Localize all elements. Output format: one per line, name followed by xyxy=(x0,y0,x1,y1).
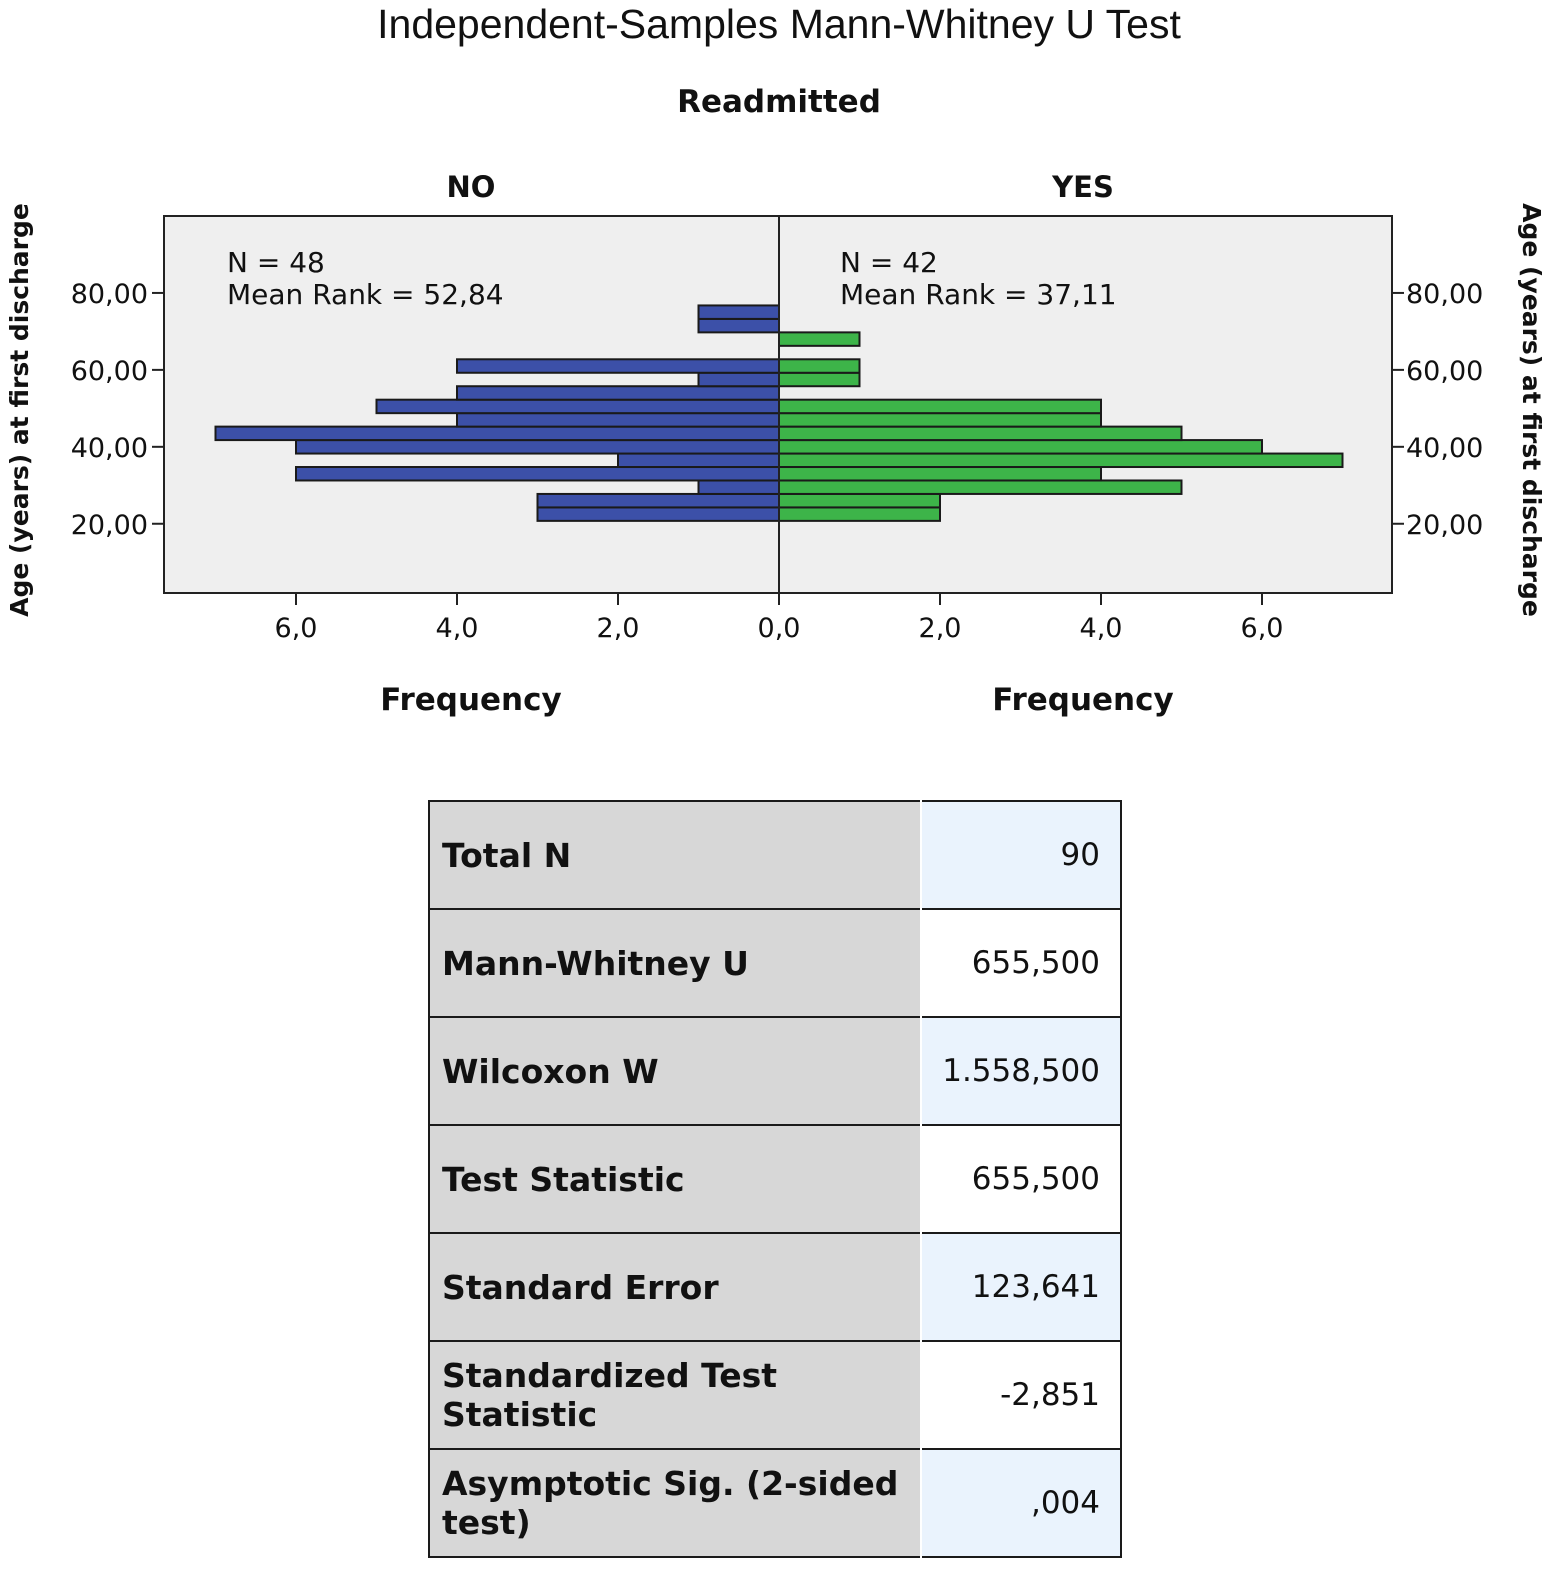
bar-yes-2 xyxy=(779,480,1182,493)
stat-label: Test Statistic xyxy=(429,1125,921,1233)
bar-no-12 xyxy=(699,319,780,332)
rank-label-yes: Mean Rank = 37,11 xyxy=(840,278,1117,311)
bar-no-0 xyxy=(538,507,780,520)
y-tick-label-right: 80,00 xyxy=(1406,278,1484,310)
x-tick-label-right: 4,0 xyxy=(1079,613,1123,644)
y-tick-label-left: 80,00 xyxy=(70,278,148,310)
y-tick-label-left: 20,00 xyxy=(70,509,148,541)
n-label-yes: N = 42 xyxy=(840,246,938,279)
bar-yes-8 xyxy=(779,400,1101,413)
bar-no-7 xyxy=(457,413,779,426)
bar-yes-4 xyxy=(779,454,1343,467)
y-tick-label-right: 60,00 xyxy=(1406,355,1484,387)
x-axis-right xyxy=(919,593,1284,644)
bar-yes-5 xyxy=(779,440,1262,453)
stat-label: Standard Error xyxy=(429,1233,921,1341)
bar-yes-11 xyxy=(779,332,860,345)
rank-label-no: Mean Rank = 52,84 xyxy=(227,278,504,311)
x-tick-label-right: 6,0 xyxy=(1240,613,1284,644)
y-tick-label-right: 40,00 xyxy=(1406,432,1484,464)
y-tick-label-right: 20,00 xyxy=(1406,509,1484,541)
y-axis-title-right: Age (years) at first discharge xyxy=(1517,203,1546,617)
table-row xyxy=(429,1017,1121,1125)
y-tick-label-left: 60,00 xyxy=(70,355,148,387)
bar-yes-10 xyxy=(779,359,860,372)
bar-yes-6 xyxy=(779,427,1182,440)
bar-no-10 xyxy=(699,373,780,386)
y-axis-right xyxy=(1392,279,1483,541)
stat-value: 1.558,500 xyxy=(921,1017,1121,1125)
stat-label: Mann-Whitney U xyxy=(429,909,921,1017)
bar-no-4 xyxy=(618,454,779,467)
stats-table xyxy=(428,800,1122,1558)
bar-no-8 xyxy=(377,400,780,413)
y-axis-left xyxy=(71,279,164,541)
bar-no-5 xyxy=(296,440,779,453)
table-row xyxy=(429,909,1121,1017)
stat-value: 655,500 xyxy=(921,1125,1121,1233)
bar-yes-3 xyxy=(779,467,1101,480)
bar-no-9 xyxy=(457,386,779,399)
table-row xyxy=(429,1233,1121,1341)
stat-label: Total N xyxy=(429,801,921,909)
table-row xyxy=(429,1341,1121,1449)
bar-no-2 xyxy=(699,480,780,493)
bar-no-3 xyxy=(296,467,779,480)
stat-value: 90 xyxy=(921,801,1121,909)
x-tick-label-right: 2,0 xyxy=(918,613,962,644)
y-tick-label-left: 40,00 xyxy=(70,432,148,464)
x-tick-label-left: 0,0 xyxy=(757,613,801,644)
bar-yes-0 xyxy=(779,507,940,520)
bar-no-1 xyxy=(538,494,780,507)
x-tick-label-left: 2,0 xyxy=(596,613,640,644)
table-row xyxy=(429,1449,1121,1557)
bar-no-13 xyxy=(699,305,780,318)
x-axis-title-left: Frequency xyxy=(380,682,562,718)
chart-title: Independent-Samples Mann-Whitney U Test xyxy=(377,1,1181,47)
stat-value: ,004 xyxy=(921,1449,1121,1557)
chart-subtitle: Readmitted xyxy=(677,84,881,120)
stat-label: Asymptotic Sig. (2-sided test) xyxy=(429,1449,921,1557)
x-axis-left xyxy=(275,593,801,644)
x-tick-label-left: 4,0 xyxy=(435,613,479,644)
table-row xyxy=(429,801,1121,909)
n-label-no: N = 48 xyxy=(227,246,325,279)
group-label-yes: YES xyxy=(1052,170,1114,204)
x-axis-title-right: Frequency xyxy=(992,682,1174,718)
y-axis-title-left: Age (years) at first discharge xyxy=(5,203,34,617)
stat-label: Wilcoxon W xyxy=(429,1017,921,1125)
chart xyxy=(0,0,1559,790)
stat-value: 123,641 xyxy=(921,1233,1121,1341)
group-label-no: NO xyxy=(446,170,496,204)
bar-no-6 xyxy=(216,427,780,440)
table-row xyxy=(429,1125,1121,1233)
bar-yes-7 xyxy=(779,413,1101,426)
bar-yes-9 xyxy=(779,373,860,386)
stat-value: -2,851 xyxy=(921,1341,1121,1449)
x-tick-label-left: 6,0 xyxy=(274,613,318,644)
bar-yes-1 xyxy=(779,494,940,507)
stat-label: Standardized Test Statistic xyxy=(429,1341,921,1449)
bar-no-11 xyxy=(457,359,779,372)
stat-value: 655,500 xyxy=(921,909,1121,1017)
